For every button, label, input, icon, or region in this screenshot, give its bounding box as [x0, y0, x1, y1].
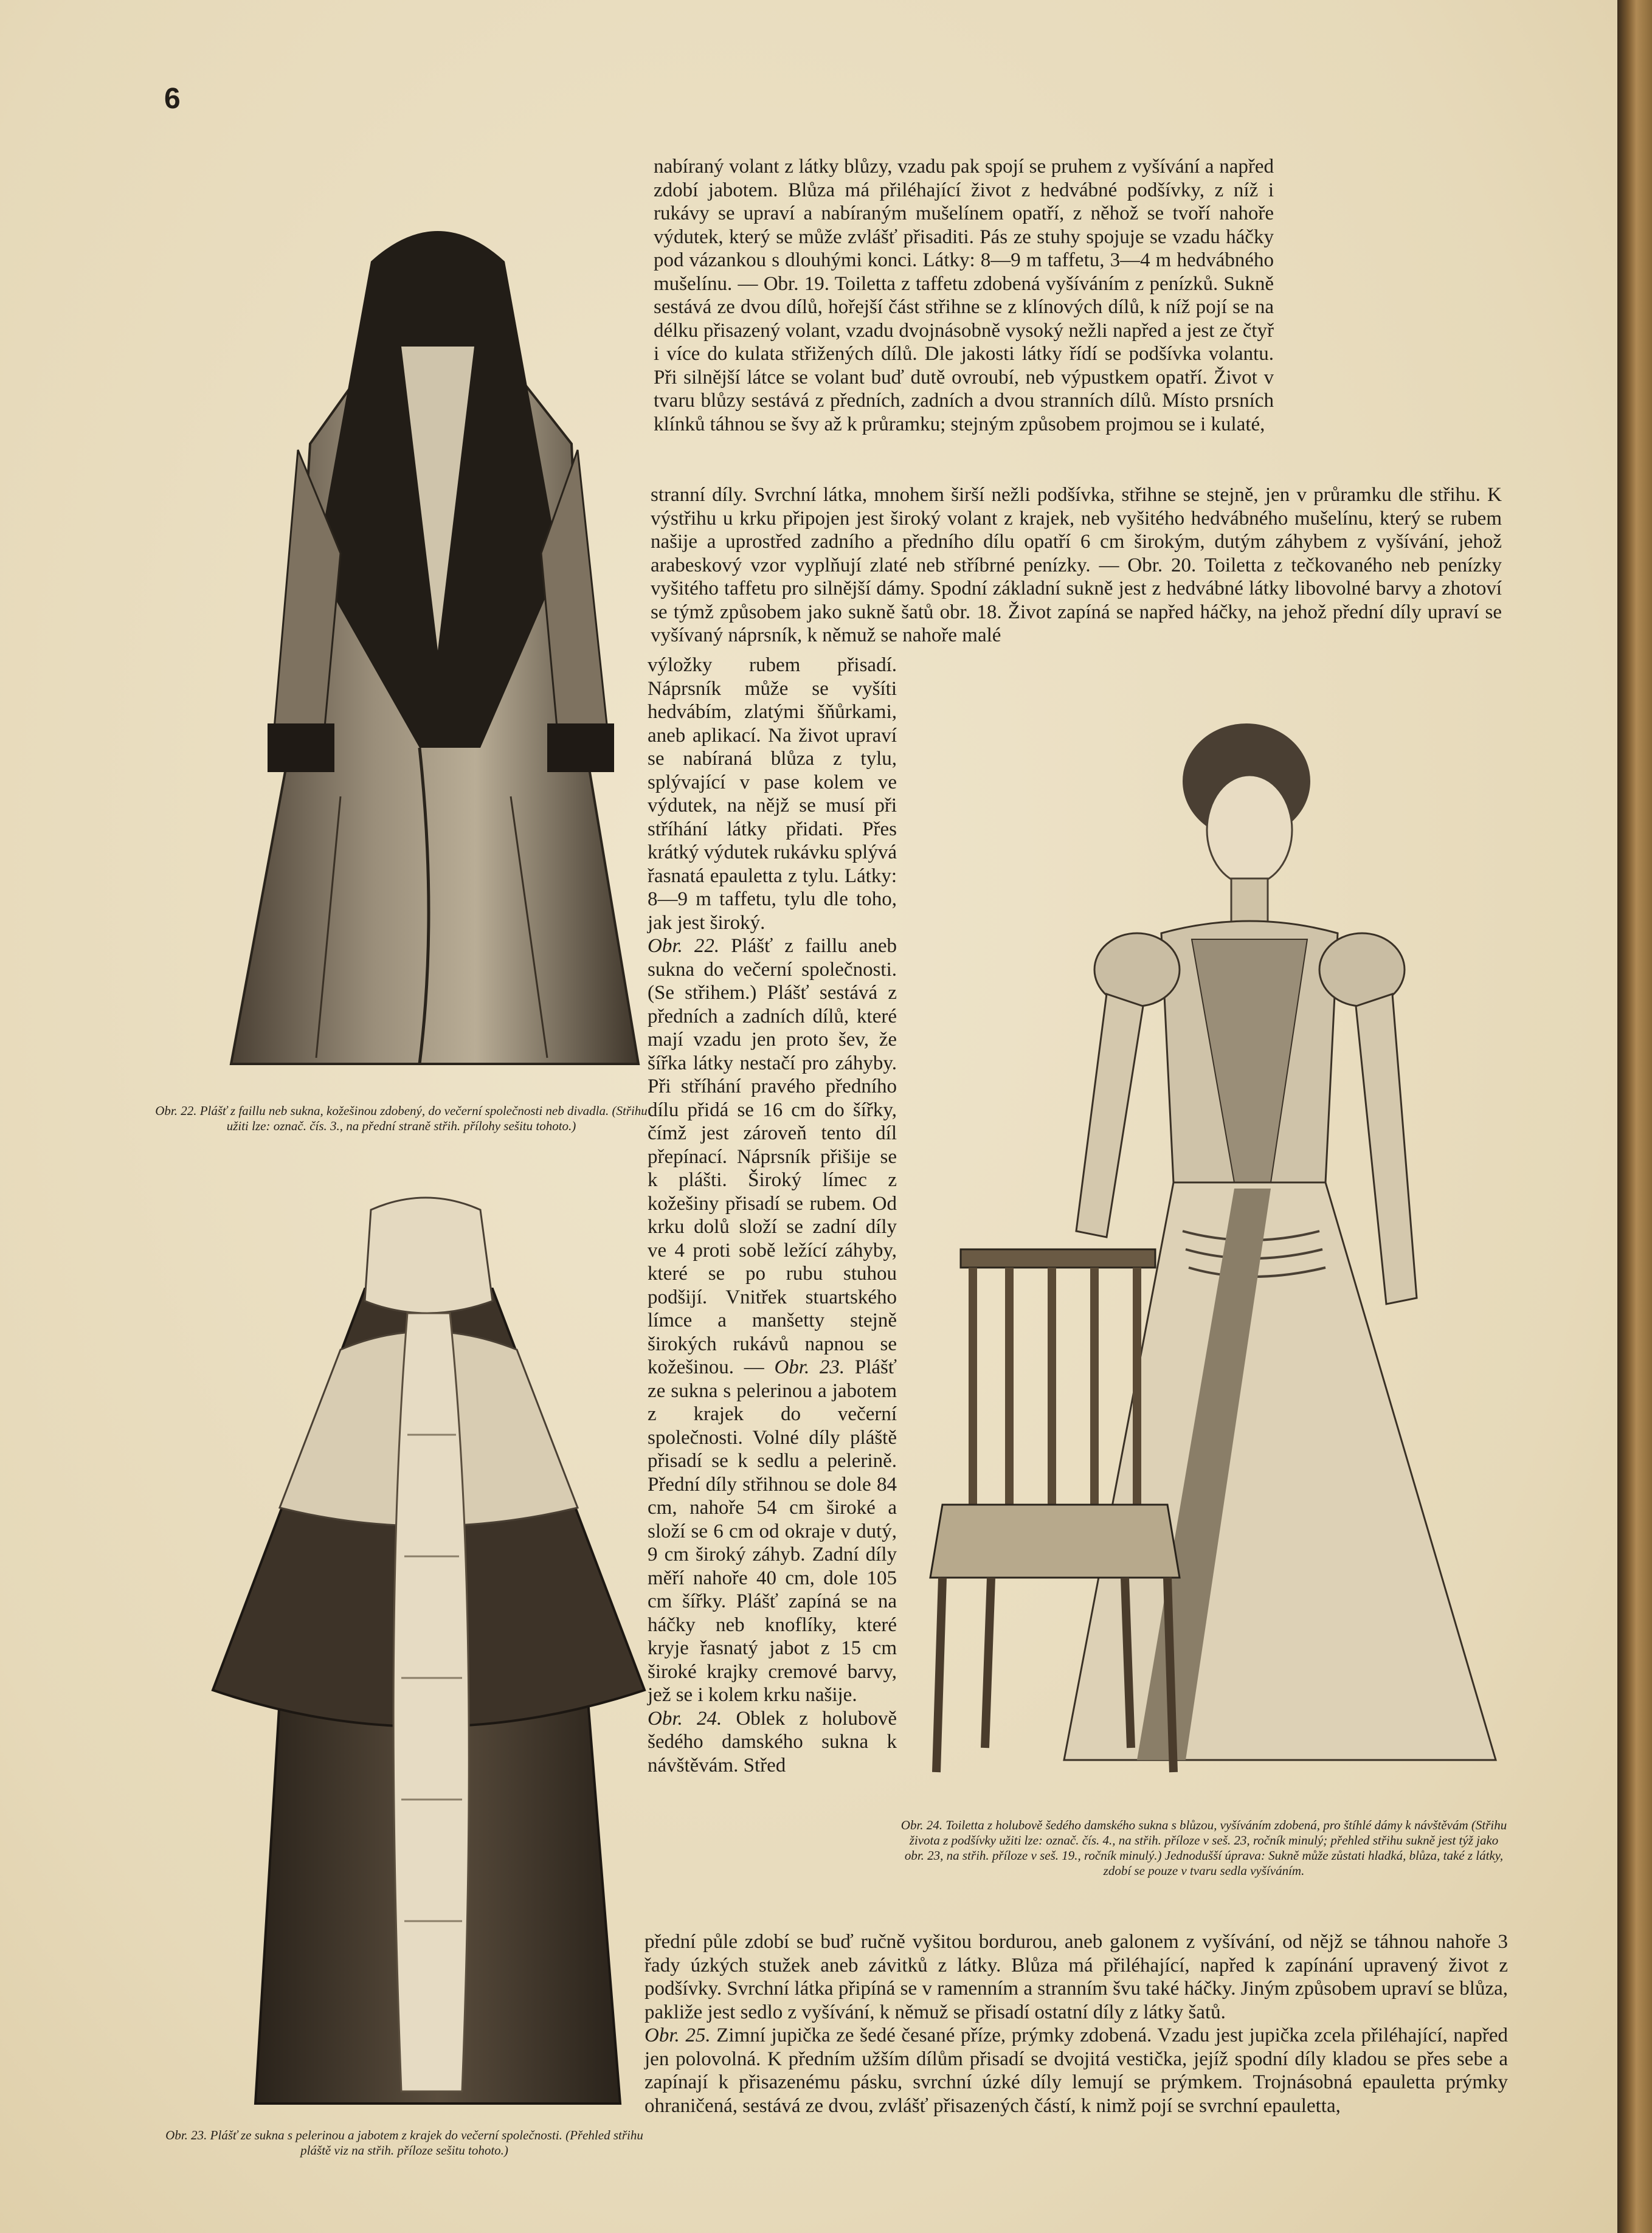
label-obr-22: Obr. 22. — [648, 935, 720, 957]
paragraph-vyložky: výložky rubem přisadí. Náprsník může se vyšíti hedvábím, zlatými šňůrkami, aneb aplikací. Na život upraví se nabíraná blůza z tylu, splývající v pase kolem ve výdutek, na nějž se musí při stříhání látky přidati. Přes krátký výdutek rukávku splývá řasnatá epauletta z tylu. Látky: 8—9 m taffetu, tylu dle toho, jak jest široký. — [648, 654, 897, 934]
figure-obr-23 — [201, 1192, 651, 2116]
text-block-bottom — [645, 1930, 1508, 2117]
paragraph-obr-24 — [648, 1707, 897, 1778]
text-column-middle — [648, 654, 897, 1777]
cape-illustration — [201, 1192, 651, 2116]
caption-obr-23: Obr. 23. Plášť ze sukna s pelerinou a jabotem z krajek do večerní společnosti. (Přehled střihu pláště viz na střih. příloze sešitu tohoto.) — [165, 2128, 643, 2158]
label-obr-25: Obr. 25. — [645, 2024, 711, 2046]
text-block-wide: stranní díly. Svrchní látka, mnohem širší nežli podšívka, střihne se stejně, jen v průramku dle střihu. K výstřihu u krku připojen jest široký volant z krajek, neb vyšitého hedvábného mušelínu, který se rubem našije a uprostřed zadního a předního dílu opatří 6 cm širokým, dutým záhybem z vyšívání, jehož arabeskový vzor vyplňují zlaté neb stříbrné penízky. — Obr. 20. Toiletta z tečkovaného neb penízky vyšitého taffetu pro silnější dámy. Spodní základní sukně jest z hedvábné látky libovolné barvy a zhotoví se týmž způsobem jako sukně šatů obr. 18. Život zapíná se napřed háčky, na jehož přední díly upraví se vyšívaný náprsník, k němuž se nahoře malé — [651, 484, 1502, 646]
book-spine — [1617, 0, 1652, 2233]
text-block-top: nabíraný volant z látky blůzy, vzadu pak spojí se pruhem z vyšívání a napřed zdobí jabotem. Blůza má přiléhající život z hedvábné podšívky, z níž i rukávy se upraví a nabíraným mušelínem opatří, z něhož se tvoří nahoře výdutek, který se může zvlášť přisaditi. Pás ze stuhy spojuje se vzadu háčky pod vázankou s dlouhými konci. Látky: 8—9 m taffetu, 3—4 m hedvábného mušelínu. — Obr. 19. Toiletta z taffetu zdobená vyšíváním z penízků. Sukně sestává ze dvou dílů, hořejší část střihne se z klínových dílů, k níž pojí se na délku přisazený volant, vzadu dvojnásobně vysoký nežli napřed a jest ze čtyř i více do kulata střižených dílů. Dle jakosti látky řídí se podšívka volantu. Při silnější látce se volant buď dutě ovroubí, neb výpustkem opatří. Život v tvaru blůzy sestává z předních, zadních a dvou stranních dílů. Místo prsních klínků táhnou se švy až k průramku; stejným způsobem projmou se i kulaté, — [654, 156, 1274, 435]
text-obr-22: Plášť z faillu aneb sukna do večerní společnosti. (Se střihem.) Plášť sestává z předních a zadních dílů, které mají vzadu jen proto šev, že šířka látky nestačí pro záhyby. Při stříhání pravého předního dílu přidá se 16 cm do šířky, čímž jest zároveň tento díl přepínací. Náprsník přišije se k plášti. Široký límec z kožešiny přisadí se rubem. Od krku dolů složí se zadní díly ve 4 proti sobě ležící záhyby, které se po rubu stuhou podšijí. Vnitřek stuartského límce a manšetty stejně širokých rukávů napnou se kožešinou. — — [648, 935, 897, 1378]
label-obr-23: Obr. 23. — [774, 1356, 845, 1378]
caption-obr-22: Obr. 22. Plášť z faillu neb sukna, kožešinou zdobený, do večerní společnosti neb divadla. (Střihu užiti lze: označ. čís. 3., na přední straně střih. přílohy sešitu tohoto.) — [155, 1103, 648, 1133]
paragraph-bottom: přední půle zdobí se buď ručně vyšitou bordurou, aneb galonem z vyšívání, od nějž se táhnou nahoře 3 řady úzkých stužek aneb závitků z látky. Blůza má přiléhající, napřed k zapínání upravený život z podšívky. Svrchní látka připíná se v ramenním a stranním švu také háčky. Jiným způsobem upraví se blůza, pakliže jest sedlo z vyšívání, k němuž se přisadí ostatní díly z látky šatů. — [645, 1931, 1508, 2023]
caption-obr-24: Obr. 24. Toiletta z holubově šedého damského sukna s blůzou, vyšíváním zdobená, pro štíhlé dámy k návštěvám (Střihu života z podšívky užiti lze: označ. čís. 4., na střih. příloze v seš. 23, ročník minulý; přehled střihu sukně jest týž jako obr. 23, na střih. příloze v seš. 19., ročník minulý.) Jednodušší úprava: Sukně může zůstati hladká, blůza, také z látky, zdobí se pouze v tvaru sedla vyšíváním. — [900, 1818, 1507, 1878]
label-obr-24: Obr. 24. — [648, 1707, 722, 1730]
dress-illustration — [906, 714, 1514, 1784]
paragraph-obr-25 — [645, 2024, 1508, 2117]
text-obr-25: Zimní jupička ze šedé česané příze, prýmky zdobená. Vzadu jest jupička zcela přiléhající, napřed jen polovolná. K předním užším dílům přisadí se dvojitá vestička, jejíž spodní díly kladou se přes sebe a zapínají k přisazenému pásku, svrchní úzké díly lemují se prýmkem. Trojnásobná epauletta prýmky ohraničená, sestává ze dvou, zvlášť přisazených částí, k nimž pojí se svrchní epauletta, — [645, 2024, 1508, 2117]
text-obr-24: Oblek z holubově šedého damského sukna k návštěvám. Střed — [648, 1707, 897, 1776]
figure-obr-24 — [906, 714, 1514, 1784]
text-obr-23: Plášť ze sukna s pelerinou a jabotem z krajek do večerní společnosti. Volné díly pláště přisadí se k sedlu a pelerině. Přední díly střihnou se dole 84 cm, nahoře 54 cm široké a složí se 6 cm od okraje v dutý, 9 cm široký záhyb. Zadní díly měří nahoře 40 cm, dole 105 cm šířky. Plášť zapíná se na háčky neb knoflíky, které kryje řasnatý jabot z 15 cm široké krajky cremové barvy, jež se i kolem krku našije. — [648, 1356, 897, 1706]
figure-obr-22 — [219, 188, 645, 1082]
coat-illustration — [219, 188, 645, 1082]
paragraph-obr-22 — [648, 934, 897, 1707]
page-number: 6 — [164, 83, 181, 115]
